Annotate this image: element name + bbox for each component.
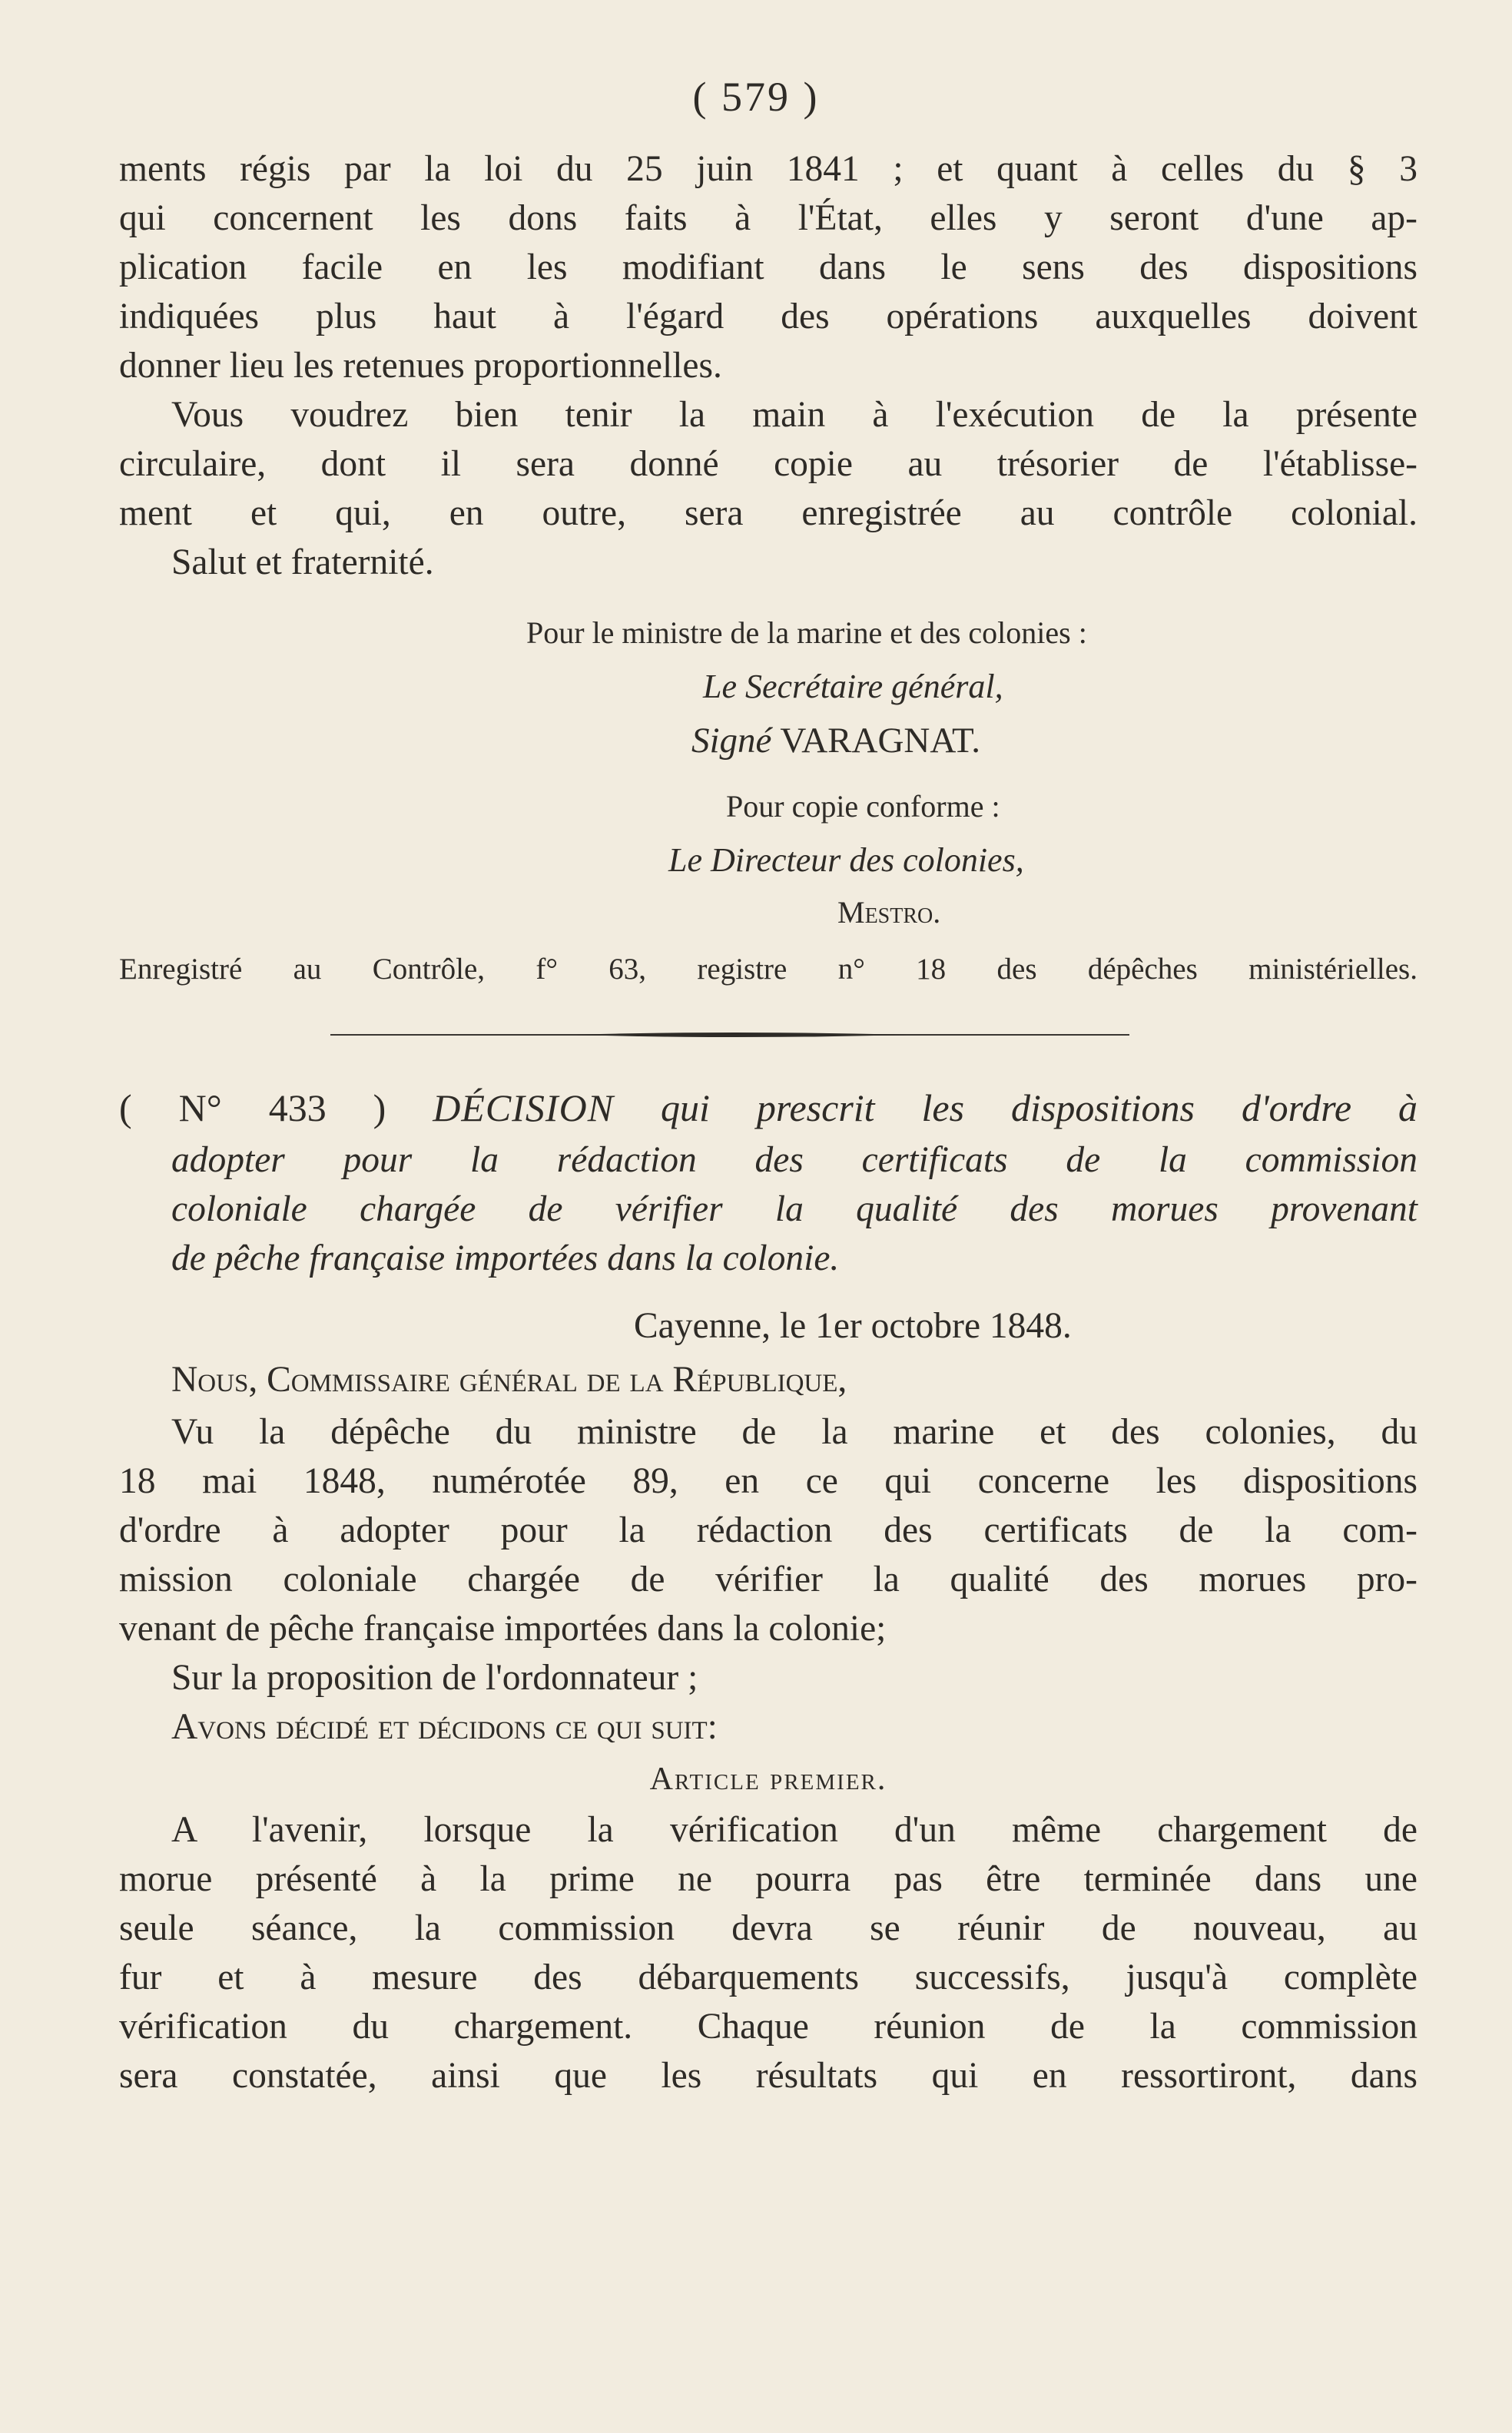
- text-line: donner lieu les retenues proportionnelles.: [119, 346, 722, 386]
- registration-note: Enregistré au Contrôle, f° 63, registre n° 18 des dépêches ministérielles.: [119, 953, 1418, 986]
- text-line: Vu la dépêche du ministre de la marine et des colonies, du: [171, 1412, 1418, 1452]
- signed-prefix: Signé: [691, 721, 772, 761]
- closing-salutation: Salut et fraternité.: [171, 542, 434, 582]
- copy-conforme: Pour copie conforme :: [726, 789, 1000, 824]
- text-line: mission coloniale chargée de vérifier la qualité des morues pro-: [119, 1560, 1418, 1599]
- text-line: Avons décidé et décidons ce qui suit:: [171, 1707, 718, 1747]
- decision-title-line: qui prescrit les dispositions d'ordre à: [661, 1086, 1418, 1129]
- text-line: Sur la proposition de l'ordonnateur ;: [171, 1658, 698, 1698]
- article-heading: Article premier.: [649, 1762, 887, 1797]
- text-line: d'ordre à adopter pour la rédaction des certificats de la com-: [119, 1510, 1418, 1550]
- text-line: vérification du chargement. Chaque réunion de la commission: [119, 2007, 1418, 2047]
- decision-number: ( N° 433 ): [119, 1086, 386, 1129]
- decision-authority: Nous, Commissaire général de la République,: [171, 1360, 847, 1400]
- text-line: indiquées plus haut à l'égard des opérations auxquelles doivent: [119, 297, 1418, 336]
- text-line: plication facile en les modifiant dans le sens des dispositions: [119, 247, 1418, 287]
- decision-title-line: adopter pour la rédaction des certificats de la commission: [171, 1140, 1418, 1180]
- text-line: Vous voudrez bien tenir la main à l'exécution de la présente: [171, 395, 1418, 435]
- decision-title-line: de pêche française importées dans la colonie.: [171, 1238, 840, 1278]
- signature-for-minister: Pour le ministre de la marine et des colonies :: [526, 615, 1087, 650]
- text-line: qui concernent les dons faits à l'État, elles y seront d'une ap-: [119, 198, 1418, 238]
- text-line: ment et qui, en outre, sera enregistrée au contrôle colonial.: [119, 493, 1418, 533]
- text-line: venant de pêche française importées dans la colonie;: [119, 1609, 887, 1649]
- text-line: morue présenté à la prime ne pourra pas être terminée dans une: [119, 1859, 1418, 1899]
- signature-role: Le Secrétaire général,: [703, 668, 1003, 705]
- decision-word: DÉCISION: [433, 1086, 615, 1129]
- page-number: ( 579 ): [692, 74, 820, 120]
- text-line: seule séance, la commission devra se réunir de nouveau, au: [119, 1908, 1418, 1948]
- text-line: sera constatée, ainsi que les résultats qui en ressortiront, dans: [119, 2056, 1418, 2096]
- signature-signed: [691, 719, 980, 762]
- decision-title-line: coloniale chargée de vérifier la qualité des morues provenant: [171, 1189, 1418, 1229]
- director-title: Le Directeur des colonies,: [668, 841, 1024, 879]
- decision-heading-line: [119, 1083, 1418, 1132]
- text-line: A l'avenir, lorsque la vérification d'un même chargement de: [171, 1810, 1418, 1850]
- text-line: fur et à mesure des débarquements successifs, jusqu'à complète: [119, 1957, 1418, 1997]
- section-divider: [330, 1029, 1129, 1040]
- text-line: circulaire, dont il sera donné copie au trésorier de l'établisse-: [119, 444, 1418, 484]
- director-name: Mestro.: [837, 895, 941, 930]
- text-line: 18 mai 1848, numérotée 89, en ce qui concerne les dispositions: [119, 1461, 1418, 1501]
- signed-name: VARAGNAT.: [780, 721, 981, 761]
- text-line: ments régis par la loi du 25 juin 1841 ; et quant à celles du § 3: [119, 149, 1418, 189]
- decision-date: Cayenne, le 1er octobre 1848.: [634, 1306, 1072, 1346]
